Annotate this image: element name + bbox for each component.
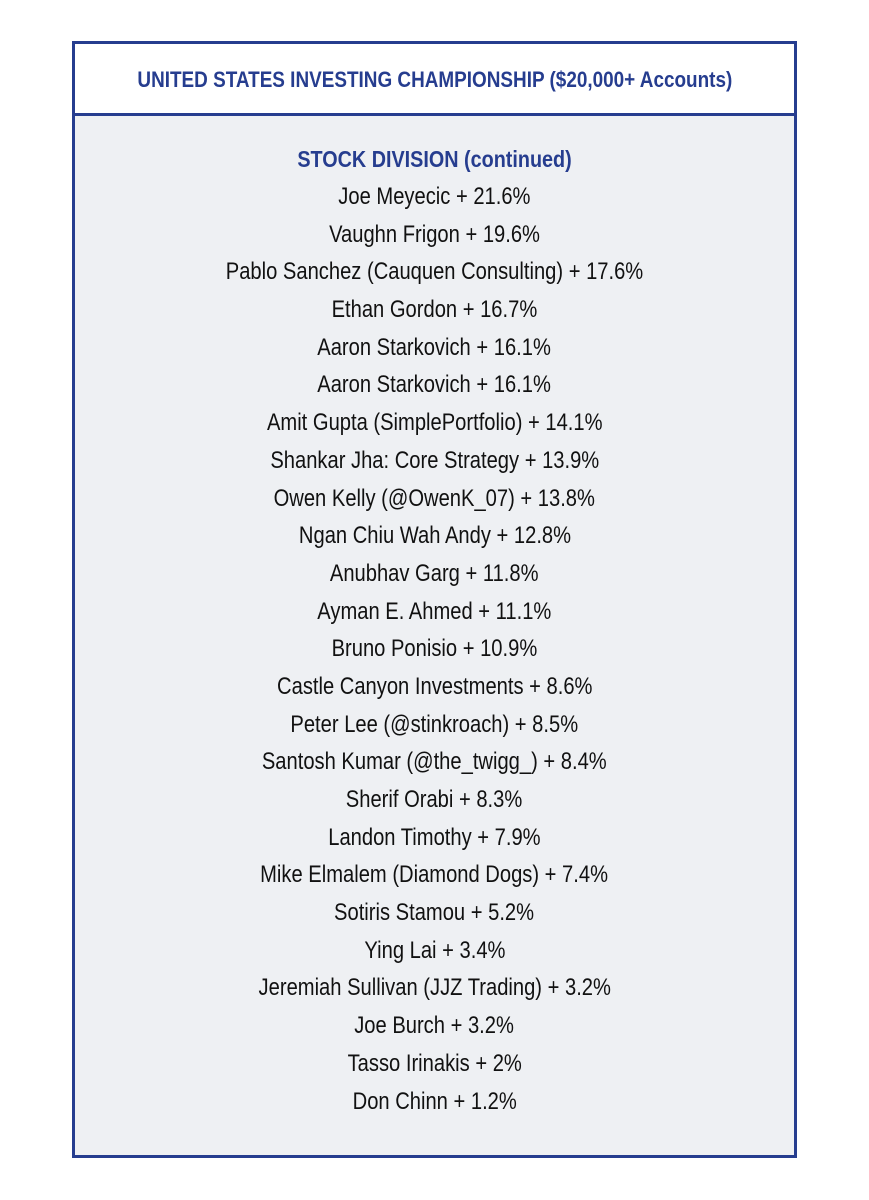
division-title: STOCK DIVISION (continued) (297, 146, 572, 172)
result-entry (75, 480, 794, 518)
result-entry (75, 404, 794, 442)
division-heading-row (75, 140, 794, 178)
result-entry (75, 630, 794, 668)
result-entry (75, 442, 794, 480)
result-entry-text: Anubhav Garg + 11.8% (330, 559, 539, 587)
result-entry-text: Jeremiah Sullivan (JJZ Trading) + 3.2% (258, 974, 611, 1002)
result-entry-text: Don Chinn + 1.2% (352, 1087, 517, 1115)
result-entry-text: Joe Meyecic + 21.6% (338, 183, 531, 210)
result-entry-text: Aaron Starkovich + 16.1% (317, 333, 552, 361)
result-entry-text: Ethan Gordon + 16.7% (331, 296, 538, 324)
result-entry (75, 329, 794, 367)
results-panel (72, 41, 797, 1158)
result-entry-text: Landon Timothy + 7.9% (328, 823, 541, 851)
championship-title: UNITED STATES INVESTING CHAMPIONSHIP ($20,000+ Accounts) (137, 66, 732, 92)
result-entry (75, 969, 794, 1007)
result-entry-text: Joe Burch + 3.2% (354, 1012, 515, 1040)
results-list (75, 178, 794, 1120)
result-entry (75, 1007, 794, 1045)
result-entry-text: Ying Lai + 3.4% (363, 936, 506, 964)
result-entry-text: Sotiris Stamou + 5.2% (334, 899, 535, 927)
result-entry (75, 706, 794, 744)
result-entry-text: Sherif Orabi + 8.3% (346, 786, 523, 813)
result-entry (75, 932, 794, 970)
result-entry (75, 781, 794, 819)
result-entry-text: Owen Kelly (@OwenK_07) + 13.8% (273, 484, 596, 512)
result-entry-text: Castle Canyon Investments + 8.6% (276, 672, 593, 700)
result-entry-text: Bruno Ponisio + 10.9% (331, 635, 538, 663)
result-entry-text: Peter Lee (@stinkroach) + 8.5% (290, 710, 579, 738)
result-entry (75, 819, 794, 857)
result-entry-text: Amit Gupta (SimplePortfolio) + 14.1% (266, 409, 603, 437)
result-entry (75, 291, 794, 329)
result-entry (75, 366, 794, 404)
result-entry-text: Shankar Jha: Core Strategy + 13.9% (270, 446, 599, 474)
result-entry (75, 253, 794, 291)
result-entry (75, 555, 794, 593)
result-entry (75, 1083, 794, 1121)
result-entry (75, 668, 794, 706)
result-entry-text: Mike Elmalem (Diamond Dogs) + 7.4% (260, 861, 609, 889)
result-entry (75, 178, 794, 216)
result-entry (75, 216, 794, 254)
result-entry-text: Ayman E. Ahmed + 11.1% (317, 597, 552, 625)
result-entry (75, 743, 794, 781)
result-entry-text: Aaron Starkovich + 16.1% (317, 371, 552, 399)
result-entry (75, 593, 794, 631)
result-entry (75, 856, 794, 894)
result-entry-text: Santosh Kumar (@the_twigg_) + 8.4% (262, 748, 607, 776)
panel-header (75, 44, 794, 116)
result-entry-text: Pablo Sanchez (Cauquen Consulting) + 17.6% (225, 258, 644, 286)
result-entry (75, 517, 794, 555)
result-entry (75, 894, 794, 932)
panel-content (75, 116, 794, 1120)
result-entry-text: Tasso Irinakis + 2% (347, 1049, 522, 1077)
result-entry-text: Ngan Chiu Wah Andy + 12.8% (298, 522, 571, 550)
result-entry (75, 1045, 794, 1083)
result-entry-text: Vaughn Frigon + 19.6% (329, 220, 540, 248)
